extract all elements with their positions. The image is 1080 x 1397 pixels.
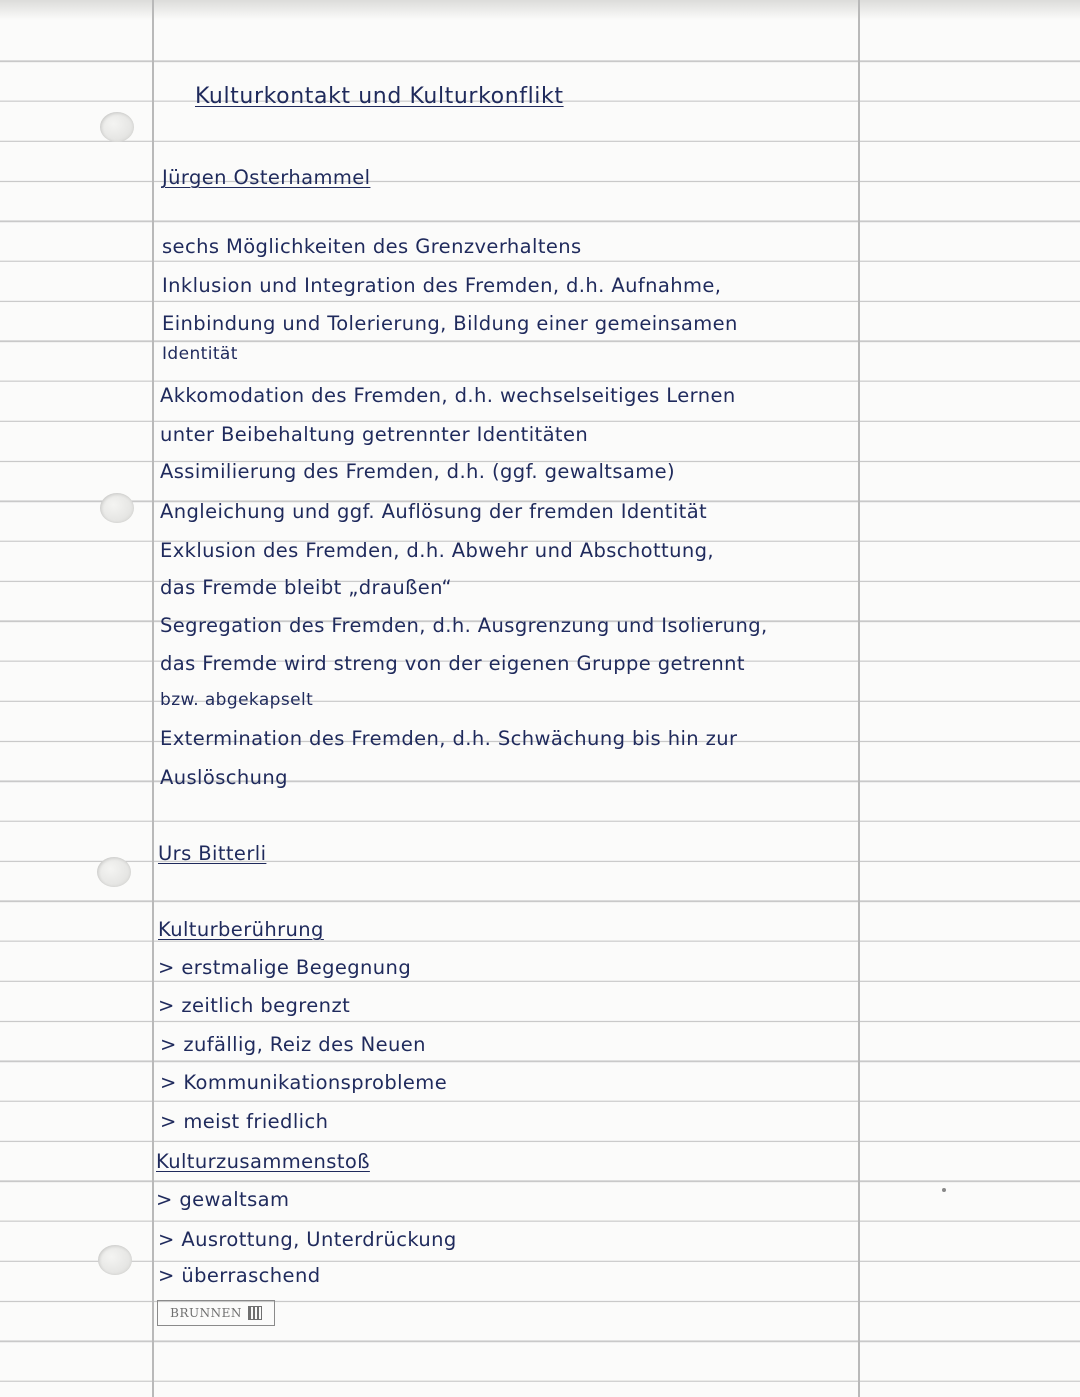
heading-kulturzusammenstoss: Kulturzusammenstoß (156, 1150, 370, 1173)
note-line: Inklusion und Integration des Fremden, d.h. Aufnahme, (162, 274, 722, 297)
note-line: sechs Möglichkeiten des Grenzverhaltens (162, 235, 582, 258)
list-item: > überraschend (158, 1264, 321, 1287)
brand-stamp-text: BRUNNEN (170, 1306, 242, 1320)
note-line: Extermination des Fremden, d.h. Schwächung bis hin zur (160, 727, 738, 750)
brand-stamp (157, 1300, 275, 1326)
brand-logo-icon (248, 1306, 262, 1320)
note-line: bzw. abgekapselt (160, 690, 314, 710)
list-item: > zufällig, Reiz des Neuen (160, 1033, 426, 1056)
list-item: > erstmalige Begegnung (158, 956, 412, 979)
heading-kulturberuehrung: Kulturberührung (158, 918, 324, 941)
heading-bitterli: Urs Bitterli (158, 842, 267, 865)
note-line: unter Beibehaltung getrennter Identitäten (160, 423, 589, 446)
note-line: Auslöschung (160, 766, 288, 789)
list-item: > zeitlich begrenzt (158, 994, 351, 1017)
list-item: > meist friedlich (160, 1110, 329, 1133)
note-line: das Fremde bleibt „draußen“ (160, 576, 452, 599)
heading-osterhammel: Jürgen Osterhammel (162, 166, 371, 189)
note-line: Assimilierung des Fremden, d.h. (ggf. gewaltsame) (160, 460, 676, 483)
list-item: > Ausrottung, Unterdrückung (158, 1228, 457, 1251)
note-line: Segregation des Fremden, d.h. Ausgrenzung und Isolierung, (160, 614, 768, 637)
note-line: das Fremde wird streng von der eigenen Gruppe getrennt (160, 652, 745, 675)
note-line: Einbindung und Tolerierung, Bildung einer gemeinsamen (162, 312, 738, 335)
note-line: Exklusion des Fremden, d.h. Abwehr und Abschottung, (160, 539, 714, 562)
list-item: > Kommunikationsprobleme (160, 1071, 448, 1094)
page-title: Kulturkontakt und Kulturkonflikt (195, 84, 564, 109)
note-line: Akkomodation des Fremden, d.h. wechselseitiges Lernen (160, 384, 736, 407)
note-line: Identität (162, 344, 238, 364)
note-line: Angleichung und ggf. Auflösung der fremden Identität (160, 500, 708, 523)
list-item: > gewaltsam (156, 1188, 290, 1211)
